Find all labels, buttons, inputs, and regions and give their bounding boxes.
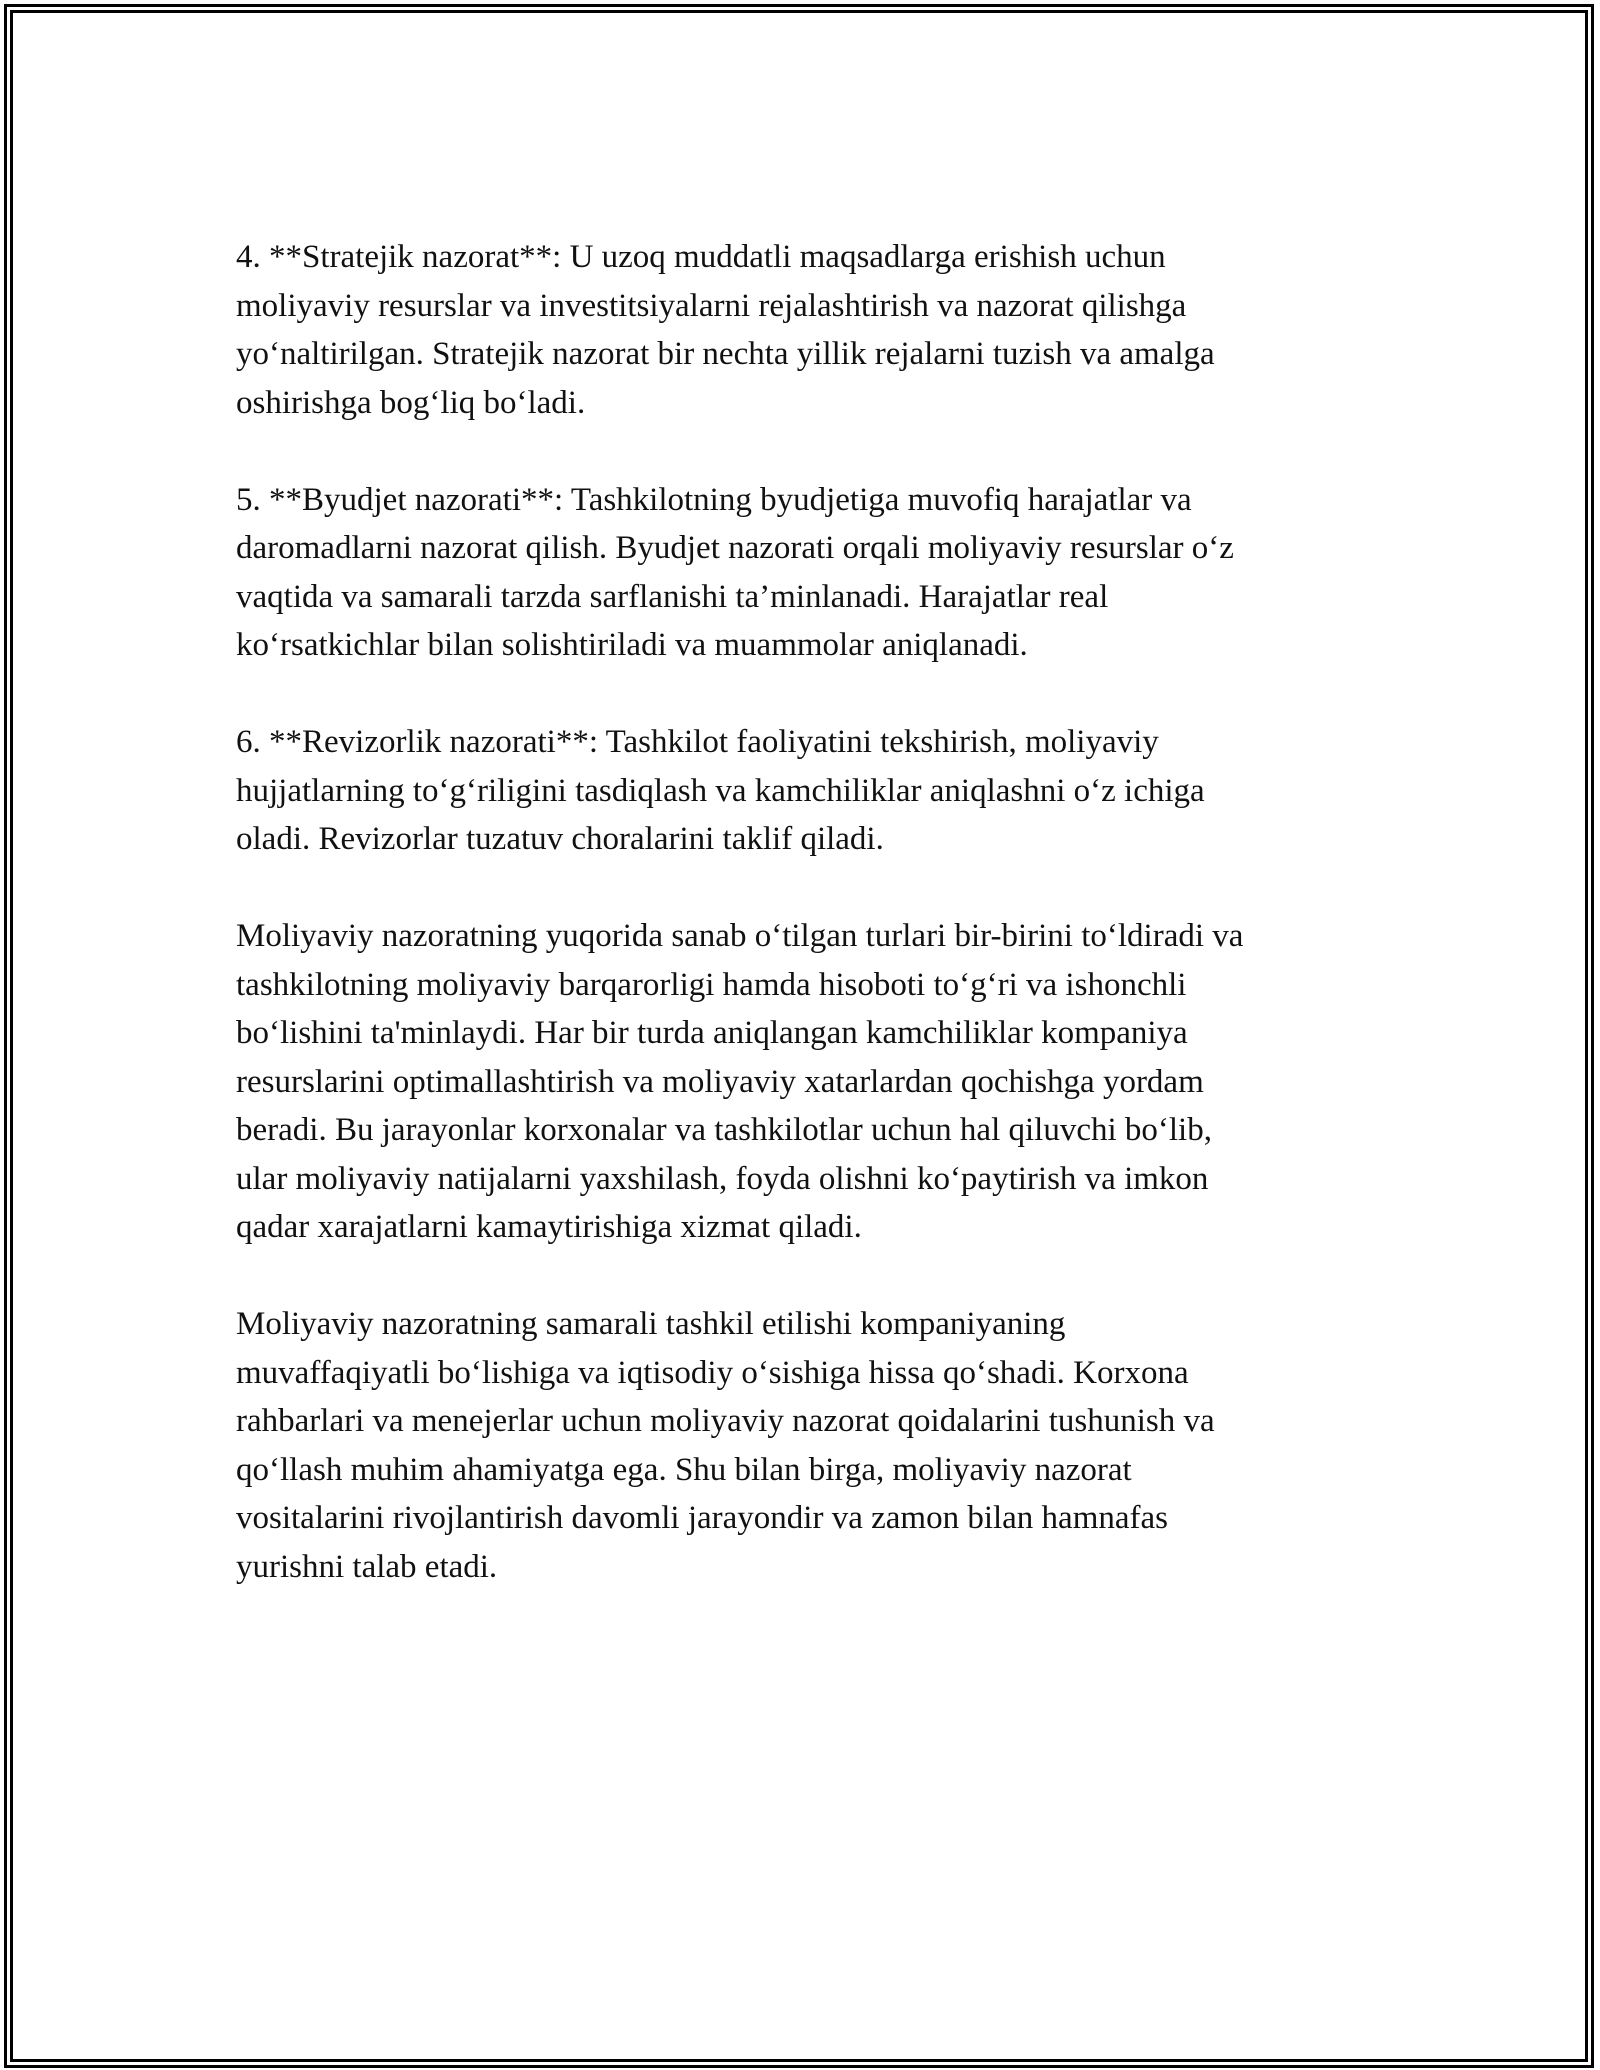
- paragraph-strategic-control: 4. **Stratejik nazorat**: U uzoq muddatli maqsadlarga erishish uchun moliyaviy resurslar va investitsiyalarni rejalashtirish va nazorat qilishga yo‘naltirilgan. Stratejik nazorat bir nechta yillik rejalarni tuzish va amalga oshirishga bog‘liq bo‘ladi.: [236, 239, 1215, 421]
- paragraph-conclusion: Moliyaviy nazoratning samarali tashkil etilishi kompaniyaning muvaffaqiyatli bo‘lishiga va iqtisodiy o‘sishiga hissa qo‘shadi. Korxona rahbarlari va menejerlar uchun moliyaviy nazorat qoidalarini tushunish va qo‘llash muhim ahamiyatga ega. Shu bilan birga, moliyaviy nazorat vositalarini rivojlantirish davomli jarayondir va zamon bilan hamnafas yurishni talab etadi.: [236, 1306, 1215, 1585]
- paragraph-summary: Moliyaviy nazoratning yuqorida sanab o‘tilgan turlari bir-birini to‘ldiradi va tashkilotning moliyaviy barqarorligi hamda hisoboti to‘g‘ri va ishonchli bo‘lishini ta'minlaydi. Har bir turda aniqlangan kamchiliklar kompaniya resurslarini optimallashtirish va moliyaviy xatarlardan qochishga yordam beradi. Bu jarayonlar korxonalar va tashkilotlar uchun hal qiluvchi bo‘lib, ular moliyaviy natijalarni yaxshilash, foyda olishni ko‘paytirish va imkon qadar xarajatlarni kamaytirishiga xizmat qiladi.: [236, 918, 1244, 1245]
- paragraph-audit-control: 6. **Revizorlik nazorati**: Tashkilot faoliyatini tekshirish, moliyaviy hujjatlarning to‘g‘riligini tasdiqlash va kamchiliklar aniqlashni o‘z ichiga oladi. Revizorlar tuzatuv choralarini taklif qiladi.: [236, 724, 1205, 857]
- document-body: [236, 233, 1396, 1640]
- paragraph-budget-control: 5. **Byudjet nazorati**: Tashkilotning byudjetiga muvofiq harajatlar va daromadlarni nazorat qilish. Byudjet nazorati orqali moliyaviy resurslar o‘z vaqtida va samarali tarzda sarflanishi ta’minlanadi. Harajatlar real ko‘rsatkichlar bilan solishtiriladi va muammolar aniqlanadi.: [236, 481, 1234, 663]
